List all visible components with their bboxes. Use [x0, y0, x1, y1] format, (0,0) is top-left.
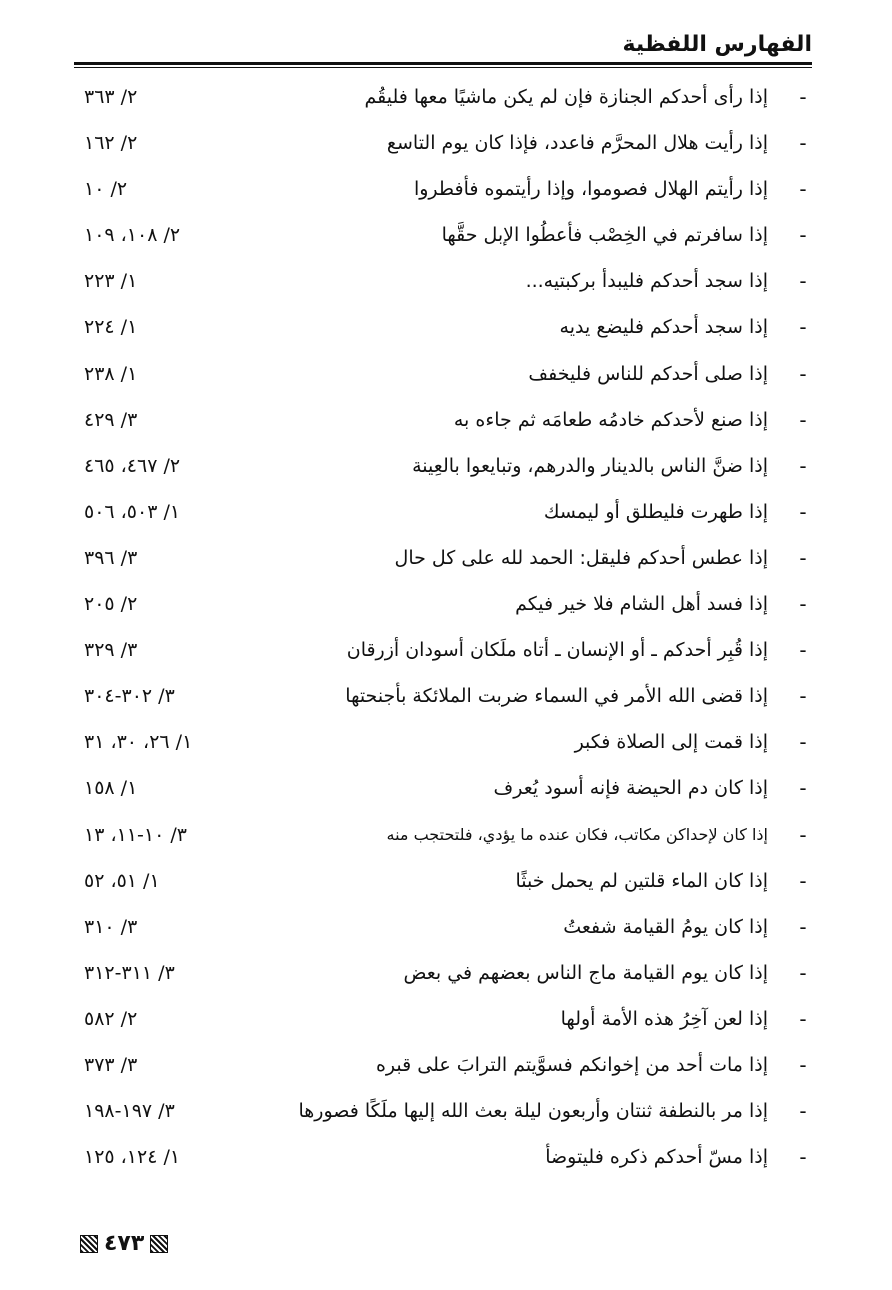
entry-reference: ١/ ٥٠٣، ٥٠٦	[84, 500, 181, 523]
entry-text: إذا رأى أحدكم الجنازة فإن لم يكن ماشيًا معها فليقُم	[364, 86, 768, 108]
index-entry	[74, 950, 812, 996]
entry-dash: -	[799, 1052, 807, 1077]
entry-dash: -	[799, 592, 807, 617]
entry-reference: ٢/ ١٠	[84, 178, 128, 201]
entry-dash: -	[799, 1099, 807, 1124]
index-entry	[74, 581, 812, 627]
index-entry	[74, 1134, 812, 1180]
entry-dash: -	[799, 361, 807, 386]
entry-text: إذا قمت إلى الصلاة فكبر	[574, 731, 768, 754]
entry-dash: -	[799, 177, 807, 202]
entry-reference: ١/ ١٢٤، ١٢٥	[84, 1146, 181, 1169]
index-entry	[74, 166, 812, 212]
entry-text: إذا مات أحد من إخوانكم فسوَّيتم الترابَ على قبره	[375, 1053, 768, 1076]
entry-dash: -	[799, 868, 807, 893]
entry-reference: ٢/ ٣٦٣	[84, 86, 138, 108]
entry-text: إذا رأيتم الهلال فصوموا، وإذا رأيتموه فأفطروا	[413, 178, 768, 201]
entry-text: إذا ضنَّ الناس بالدينار والدرهم، وتبايعوا بالعِينة	[412, 454, 768, 477]
entry-dash: -	[799, 85, 807, 109]
header-rule-thin	[74, 67, 812, 68]
index-entries	[74, 74, 812, 1180]
index-entry	[74, 673, 812, 719]
entry-text: إذا قضى الله الأمر في السماء ضربت الملائكة بأجنحتها	[345, 685, 768, 708]
entry-text: إذا عطس أحدكم فليقل: الحمد لله على كل حال	[394, 546, 768, 569]
entry-text: إذا كان يوم القيامة ماج الناس بعضهم في بعض	[403, 961, 768, 984]
index-entry	[74, 904, 812, 950]
entry-text: إذا صنع لأحدكم خادمُه طعامَه ثم جاءه به	[453, 408, 768, 431]
entry-dash: -	[799, 269, 807, 294]
index-entry	[74, 858, 812, 904]
index-entry	[74, 351, 812, 397]
entry-reference: ٣/ ٣٢٩	[84, 639, 138, 662]
entry-text: إذا سجد أحدكم فليضع يديه	[559, 316, 768, 339]
entry-reference: ١/ ٢٢٣	[84, 270, 138, 293]
index-entry	[74, 1042, 812, 1088]
entry-reference: ١/ ٢٦، ٣٠، ٣١	[84, 731, 193, 754]
header-rule	[74, 62, 812, 65]
entry-dash: -	[799, 545, 807, 570]
page-header	[74, 28, 812, 64]
index-entry	[74, 443, 812, 489]
index-entry	[74, 719, 812, 765]
entry-reference: ٣/ ٣١١-٣١٢	[84, 961, 175, 984]
entry-dash: -	[799, 914, 807, 939]
entry-text: إذا مسّ أحدكم ذكره فليتوضأ	[545, 1146, 768, 1169]
entry-reference: ٢/ ٢٠٥	[84, 593, 138, 616]
entry-dash: -	[799, 960, 807, 985]
entry-text: إذا مر بالنطفة ثنتان وأربعون ليلة بعث الله إليها ملَكًا فصورها	[298, 1100, 768, 1123]
ornament-icon	[150, 1235, 168, 1253]
entry-reference: ٣/ ٣١٠	[84, 915, 138, 938]
entry-reference: ٣/ ٣٩٦	[84, 546, 138, 569]
index-entry	[74, 304, 812, 350]
entry-dash: -	[799, 407, 807, 432]
entry-dash: -	[799, 638, 807, 663]
entry-text: إذا كان لإحداكن مكاتب، فكان عنده ما يؤدي، فلتحتجب منه	[386, 824, 768, 844]
entry-text: إذا قُبِر أحدكم ـ أو الإنسان ـ أتاه ملَكان أسودان أزرقان	[346, 639, 768, 662]
page-footer	[80, 1230, 168, 1258]
entry-reference: ٢/ ٤٦٧، ٤٦٥	[84, 454, 181, 477]
entry-text: إذا فسد أهل الشام فلا خير فيكم	[515, 593, 768, 616]
ornament-icon	[80, 1235, 98, 1253]
entry-dash: -	[799, 776, 807, 801]
entry-dash: -	[799, 822, 807, 847]
entry-dash: -	[799, 1145, 807, 1170]
page-number: ٤٧٣	[104, 1231, 145, 1256]
entry-reference: ١/ ١٥٨	[84, 777, 138, 800]
index-entry	[74, 812, 812, 858]
entry-dash: -	[799, 223, 807, 248]
entry-dash: -	[799, 499, 807, 524]
index-entry	[74, 1088, 812, 1134]
entry-text: إذا سافرتم في الخِصْب فأعطُوا الإبل حقَّها	[441, 224, 768, 247]
entry-reference: ١/ ٢٢٤	[84, 316, 138, 339]
entry-text: إذا رأيت هلال المحرَّم فاعدد، فإذا كان يوم التاسع	[386, 132, 768, 155]
index-entry	[74, 120, 812, 166]
index-entry	[74, 489, 812, 535]
entry-reference: ٢/ ١٦٢	[84, 132, 138, 155]
entry-reference: ١/ ٥١، ٥٢	[84, 869, 160, 892]
entry-text: إذا كان دم الحيضة فإنه أسود يُعرف	[493, 777, 768, 800]
entry-reference: ٣/ ٤٢٩	[84, 408, 138, 431]
index-entry	[74, 535, 812, 581]
entry-text: إذا كان الماء قلتين لم يحمل خبثًا	[515, 869, 768, 892]
entry-dash: -	[799, 730, 807, 755]
entry-text: إذا صلى أحدكم للناس فليخفف	[528, 362, 768, 385]
entry-dash: -	[799, 684, 807, 709]
index-entry	[74, 397, 812, 443]
entry-reference: ٣/ ١٠-١١، ١٣	[84, 823, 187, 846]
index-entry	[74, 74, 812, 120]
index-entry	[74, 258, 812, 304]
entry-reference: ١/ ٢٣٨	[84, 362, 138, 385]
entry-reference: ٣/ ١٩٧-١٩٨	[84, 1100, 175, 1123]
entry-text: إذا سجد أحدكم فليبدأ بركبتيه...	[525, 270, 768, 293]
entry-text: إذا طهرت فليطلق أو ليمسك	[543, 500, 768, 523]
entry-dash: -	[799, 1006, 807, 1031]
running-title: الفهارس اللفظية	[622, 32, 812, 57]
index-entry	[74, 996, 812, 1042]
entry-reference: ٢/ ٥٨٢	[84, 1007, 138, 1030]
index-entry	[74, 627, 812, 673]
entry-dash: -	[799, 315, 807, 340]
entry-reference: ٢/ ١٠٨، ١٠٩	[84, 224, 181, 247]
entry-text: إذا لعن آخِرُ هذه الأمة أولها	[560, 1007, 768, 1030]
entry-dash: -	[799, 131, 807, 156]
entry-text: إذا كان يومُ القيامة شفعتُ	[563, 915, 768, 938]
entry-dash: -	[799, 453, 807, 478]
index-entry	[74, 765, 812, 811]
index-entry	[74, 212, 812, 258]
entry-reference: ٣/ ٣٧٣	[84, 1053, 138, 1076]
entry-reference: ٣/ ٣٠٢-٣٠٤	[84, 685, 175, 708]
